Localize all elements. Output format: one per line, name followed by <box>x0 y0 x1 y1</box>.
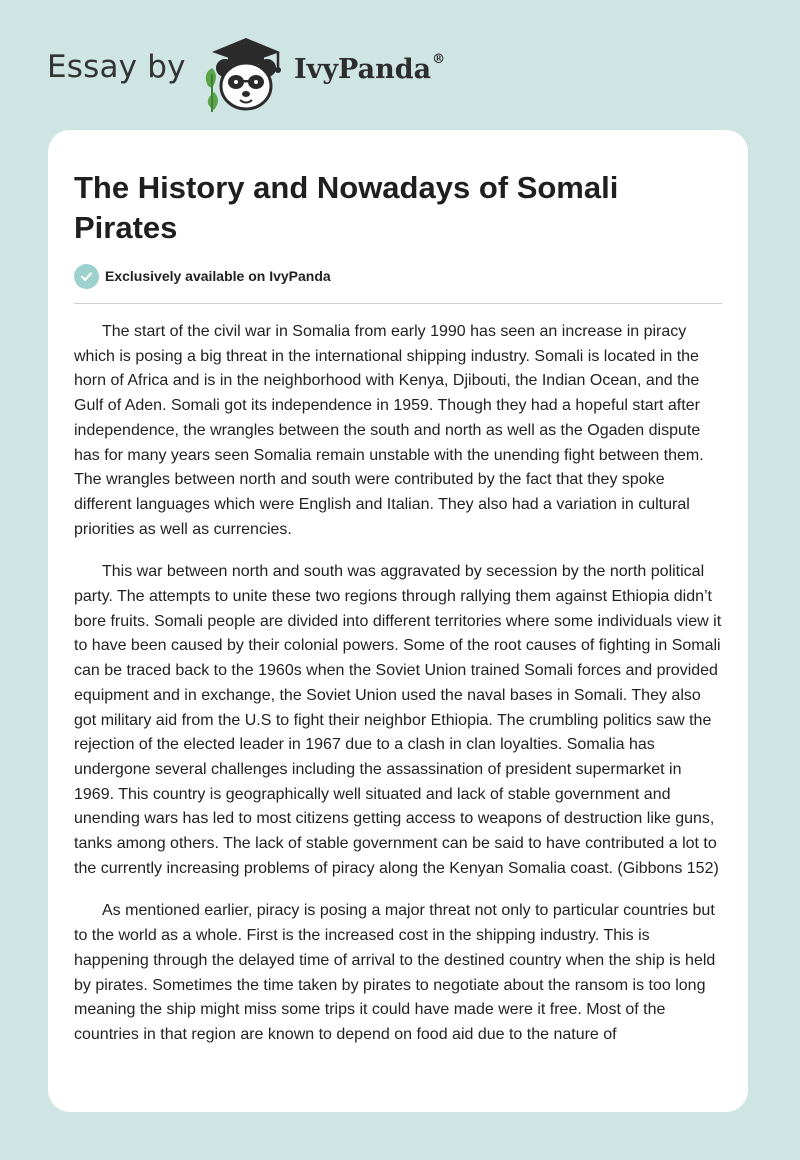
essay-paragraph: The start of the civil war in Somalia from early 1990 has seen an increase in piracy which is posing a big threat in the international shipping industry. Somali is located in the horn of Africa and is in the neighborhood with Kenya, Djibouti, the Indian Ocean, and the Gulf of Aden. Somali got its independence in 1959. Though they had a hopeful start after independence, the wrangles between the south and north as well as the Ogaden dispute has for many years seen Somalia remain unstable with the unending fight between them. The wrangles between north and south were contributed by the fact that they spoke different languages which were English and Italian. They also had a variation in cultural priorities as well as currencies. <box>74 323 704 538</box>
essay-by-label: Essay by <box>47 49 186 85</box>
essay-paragraph: As mentioned earlier, piracy is posing a major threat not only to particular countries but to the world as a whole. First is the increased cost in the shipping industry. This is happening through the delayed time of arrival to the destined country when the ship is held by pirates. Sometimes the time taken by pirates to negotiate about the ransom is too long meaning the ship might miss some trips it could have made were it free. Most of the countries in that region are known to depend on food aid due to the nature of <box>74 902 716 1043</box>
essay-card <box>48 130 748 1112</box>
brand-name-text: IvyPanda <box>294 54 432 85</box>
registered-mark: ® <box>432 52 446 67</box>
essay-paragraph: This war between north and south was aggravated by secession by the north political party. The attempts to unite these two regions through rallying them against Ethiopia didn’t bore fruits. Somali people are divided into different territories where some individuals view it to have been caused by their colonial powers. Some of the root causes of fighting in Somali can be traced back to the 1960s when the Soviet Union trained Somali forces and provided equipment and in exchange, the Soviet Union used the naval bases in Somali. They also got military aid from the U.S to fight their neighbor Ethiopia. The crumbling politics saw the rejection of the elected leader in 1967 due to a clash in clan loyalties. Somalia has undergone several challenges including the assassination of president supermarket in 1969. This country is geographically well situated and lack of stable government and unending wars has led to most citizens getting access to weapons of destruction like guns, tanks among others. The lack of stable government can be said to have contributed a lot to the currently increasing problems of piracy along the Kenyan Somalia coast. (Gibbons 152) <box>74 563 722 877</box>
exclusive-label: Exclusively available on IvyPanda <box>105 268 331 284</box>
exclusive-notice <box>74 263 331 289</box>
check-circle-icon <box>74 264 99 289</box>
page-title: The History and Nowadays of Somali Pirates <box>74 170 619 245</box>
site-header <box>0 0 800 130</box>
divider <box>74 303 722 304</box>
brand-name[interactable] <box>294 54 445 85</box>
essay-body <box>74 320 722 1066</box>
panda-graduate-logo-icon[interactable] <box>198 34 294 114</box>
